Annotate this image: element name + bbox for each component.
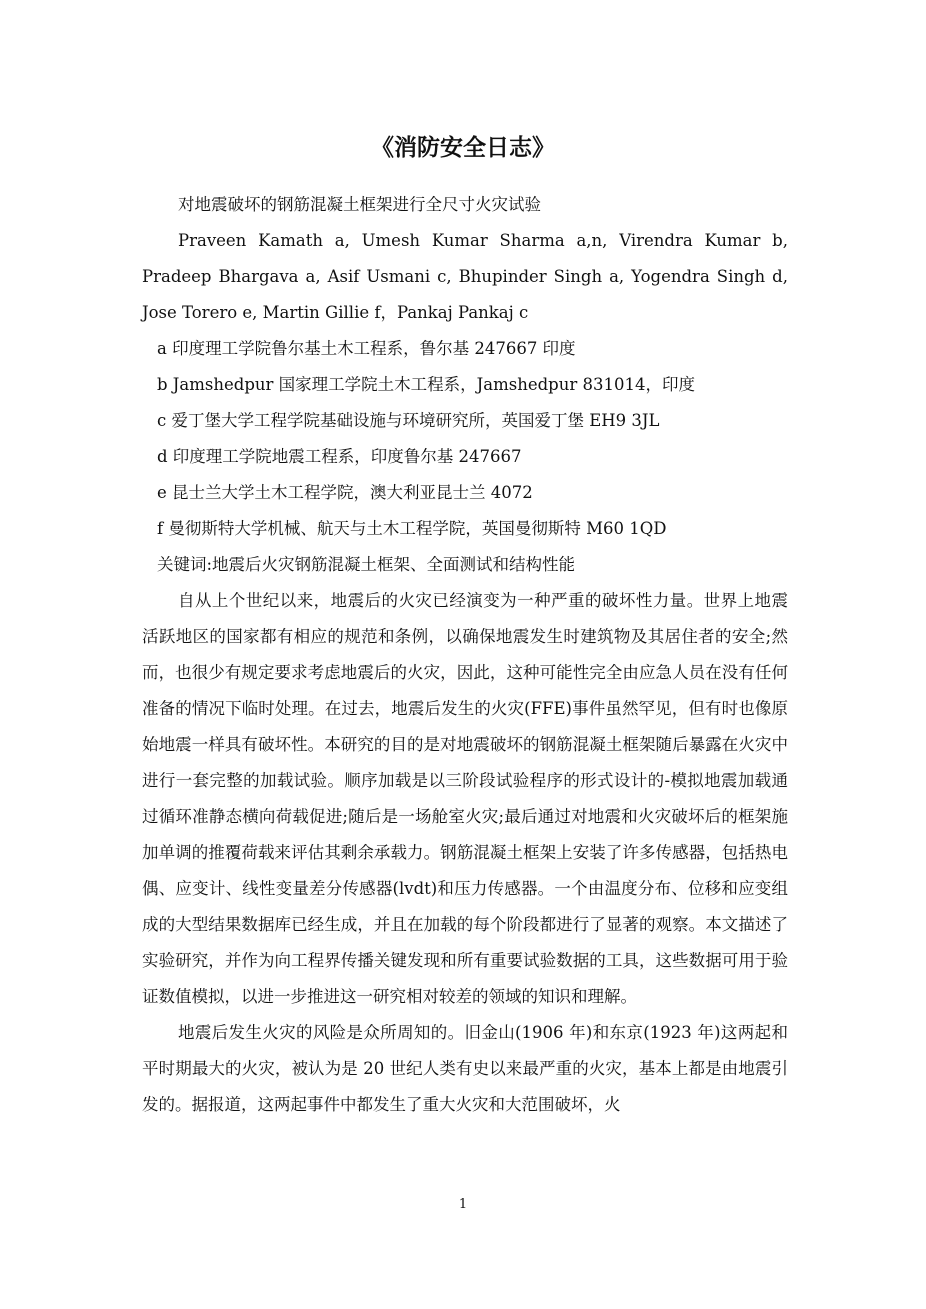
affiliation-a: a 印度理工学院鲁尔基土木工程系，鲁尔基 247667 印度 [157,339,576,358]
affiliation-c: c 爱丁堡大学工程学院基础设施与环境研究所，英国爱丁堡 EH9 3JL [157,411,660,430]
author-list: Praveen Kamath a, Umesh Kumar Sharma a,n, Virendra Kumar b, Pradeep Bhargava a, Asif Usmani c, Bhupinder Singh a, Yogendra Singh d, Jose Torero e, Martin Gillie f，Pankaj Pankaj c [142,231,788,322]
affiliation-d: d 印度理工学院地震工程系，印度鲁尔基 247667 [157,447,522,466]
document-body [142,187,788,1123]
document-title: 《消防安全日志》 [371,135,555,161]
body-paragraph: 地震后发生火灾的风险是众所周知的。旧金山(1906 年)和东京(1923 年)这两起和平时期最大的火灾，被认为是 20 世纪人类有史以来最严重的火灾，基本上都是由地震引发的。据报道，这两起事件中都发生了重大火灾和大范围破坏，火 [142,1023,788,1114]
affiliation-f: f 曼彻斯特大学机械、航天与土木工程学院，英国曼彻斯特 M60 1QD [157,519,667,538]
affiliation-e: e 昆士兰大学土木工程学院，澳大利亚昆士兰 4072 [157,483,533,502]
keywords-line: 关键词:地震后火灾钢筋混凝土框架、全面测试和结构性能 [157,555,576,574]
page-number: 1 [458,1197,468,1212]
paper-subtitle: 对地震破坏的钢筋混凝土框架进行全尺寸火灾试验 [178,195,541,214]
affiliation-b: b Jamshedpur 国家理工学院土木工程系，Jamshedpur 831014，印度 [157,375,695,394]
abstract-paragraph: 自从上个世纪以来，地震后的火灾已经演变为一种严重的破坏性力量。世界上地震活跃地区的国家都有相应的规范和条例，以确保地震发生时建筑物及其居住者的安全;然而，也很少有规定要求考虑地震后的火灾，因此，这种可能性完全由应急人员在没有任何准备的情况下临时处理。在过去，地震后发生的火灾(FFE)事件虽然罕见，但有时也像原始地震一样具有破坏性。本研究的目的是对地震破坏的钢筋混凝土框架随后暴露在火灾中进行一套完整的加载试验。顺序加载是以三阶段试验程序的形式设计的-模拟地震加载通过循环准静态横向荷载促进;随后是一场舱室火灾;最后通过对地震和火灾破坏后的框架施加单调的推覆荷载来评估其剩余承载力。钢筋混凝土框架上安装了许多传感器，包括热电偶、应变计、线性变量差分传感器(lvdt)和压力传感器。一个由温度分布、位移和应变组成的大型结果数据库已经生成，并且在加载的每个阶段都进行了显著的观察。本文描述了实验研究，并作为向工程界传播关键发现和所有重要试验数据的工具，这些数据可用于验证数值模拟，以进一步推进这一研究相对较差的领域的知识和理解。 [142,591,788,1006]
